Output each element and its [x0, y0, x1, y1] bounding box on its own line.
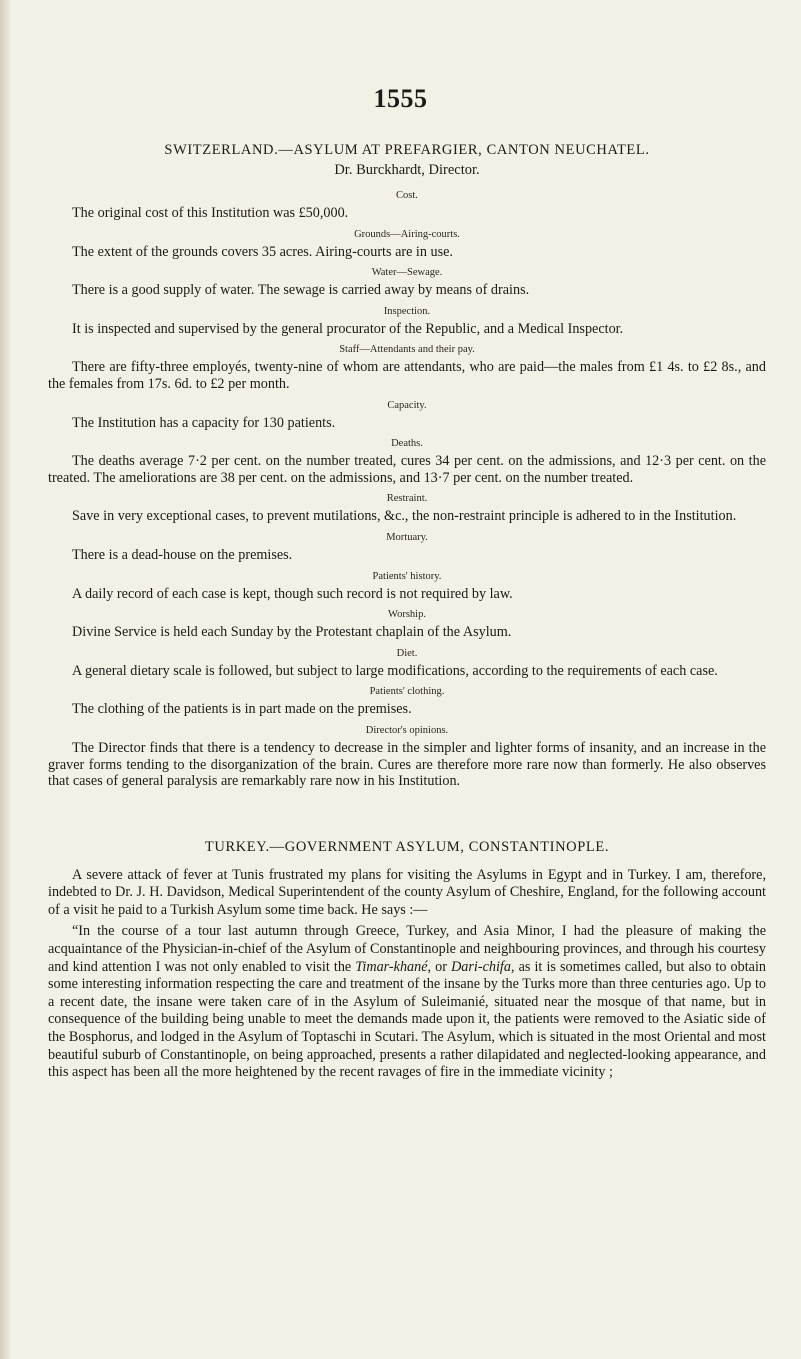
section-heading: Inspection.: [383, 305, 431, 317]
section-heading: Grounds—Airing-courts.: [354, 228, 460, 240]
section-text: The extent of the grounds covers 35 acres. Airing-courts are in use.: [72, 243, 453, 260]
section-heading: Staff—Attendants and their pay.: [339, 344, 475, 356]
turkey-paragraph-1: A severe attack of fever at Tunis frustrated my plans for visiting the Asylums in Egypt and in Turkey. I am, therefore, indebted to Dr. J. H. Davidson, Medical Superintendent of the county Asylum of Cheshire, England, for the following account of a visit he paid to a Turkish Asylum some time back. He says :—: [48, 866, 766, 918]
section-director-opinions: [48, 723, 766, 790]
section-heading: Diet.: [396, 647, 418, 659]
section-staff: [48, 342, 766, 392]
section-mortuary: [48, 530, 766, 564]
switzerland-title: SWITZERLAND.—ASYLUM AT PREFARGIER, CANTON NEUCHATEL.: [164, 142, 650, 158]
section-heading: Mortuary.: [386, 531, 428, 543]
section-heading: Cost.: [396, 190, 418, 201]
section-text: The original cost of this Institution was £50,000.: [72, 205, 349, 221]
paragraph-text: , or: [427, 958, 452, 975]
paragraph-text: “In the course of a tour last autumn through Greece, Turkey, and Asia Minor, I had the pleasure of making the acquaintance of the Physician-in-chief of the Asylum of Constantinople and neighbouring provinces, and through his courtesy and kind attention I was not only enabled to visit the: [48, 923, 766, 975]
section-cost: [48, 188, 766, 222]
italic-term: Dari-chifa: [451, 958, 511, 975]
section-text: The clothing of the patients is in part made on the premises.: [72, 701, 412, 718]
page-edge: [0, 0, 10, 1359]
section-capacity: [48, 398, 766, 432]
section-deaths: [48, 436, 766, 486]
section-heading: Patients' history.: [372, 570, 442, 582]
section-clothing: [48, 684, 766, 718]
turkey-paragraph-2: [48, 923, 766, 1081]
section-heading: Restraint.: [386, 493, 428, 505]
director-name: Dr. Burckhardt, Director.: [334, 162, 480, 178]
section-patients-history: [48, 569, 766, 603]
paragraph-text: , as it is sometimes called, but also to obtain some interesting information respecting the care and treatment of the insane by the Turks more than three centuries ago. Up to a recent date, the insane were taken care of in the Asylum of Suleimanié, situated near the mosque of that name, but in consequence of the building being unable to meet the demands made upon it, the patients were removed to the Asiatic side of the Bosphorus, and lodged in the Asylum of Toptaschi in Scutari. The Asylum, which is situated in the most Oriental and most beautiful suburb of Constantinople, on being approached, presents a rather dilapidated and neglected-looking appearance, and this aspect has been all the more heightened by the recent ravages of fire in the immediate vicinity ;: [48, 958, 766, 1081]
section-heading: Water—Sewage.: [371, 267, 443, 279]
section-worship: [48, 607, 766, 641]
section-heading: Worship.: [388, 609, 426, 621]
section-restraint: [48, 491, 766, 525]
section-text: It is inspected and supervised by the general procurator of the Republic, and a Medical Inspector.: [72, 320, 624, 337]
turkey-title: TURKEY.—GOVERNMENT ASYLUM, CONSTANTINOPLE.: [204, 838, 610, 855]
page-number: 1555: [373, 84, 428, 113]
section-text: A daily record of each case is kept, though such record is not required by law.: [72, 585, 513, 602]
section-diet: [48, 646, 766, 680]
section-water: [48, 265, 766, 299]
section-heading: Deaths.: [391, 438, 423, 450]
section-text: The Director finds that there is a tendency to decrease in the simpler and lighter forms of insanity, and an increase in the graver forms tending to the disorganization of the brain. Cures are therefore more rare now than formerly. He also observes that cases of general paralysis are remarkably rare now in his Institution.: [48, 739, 766, 790]
section-text: The deaths average 7·2 per cent. on the number treated, cures 34 per cent. on the admissions, and 12·3 per cent. on the treated. The ameliorations are 38 per cent. on the admissions, and 13·7 per cent. on the number treated.: [48, 453, 766, 486]
section-text: There is a dead-house on the premises.: [72, 546, 293, 563]
section-text: The Institution has a capacity for 130 patients.: [72, 414, 336, 431]
section-text: There are fifty-three employés, twenty-nine of whom are attendants, who are paid—the males from £1 4s. to £2 8s., and the females from 17s. 6d. to £2 per month.: [48, 359, 766, 392]
section-heading: Director's opinions.: [365, 724, 449, 736]
page-content: [48, 140, 766, 1086]
section-heading: Capacity.: [387, 399, 427, 411]
section-heading: Patients' clothing.: [369, 686, 445, 698]
section-text: Divine Service is held each Sunday by the Protestant chaplain of the Asylum.: [72, 624, 512, 641]
section-grounds: [48, 227, 766, 261]
section-text: Save in very exceptional cases, to prevent mutilations, &c., the non-restraint principle is adhered to in the Institution.: [72, 508, 737, 525]
italic-term: Timar-khané: [355, 958, 428, 975]
section-gap: [48, 795, 766, 837]
section-inspection: [48, 304, 766, 338]
section-text: There is a good supply of water. The sewage is carried away by means of drains.: [72, 282, 530, 299]
section-text: A general dietary scale is followed, but subject to large modifications, according to the requirements of each case.: [72, 662, 718, 679]
